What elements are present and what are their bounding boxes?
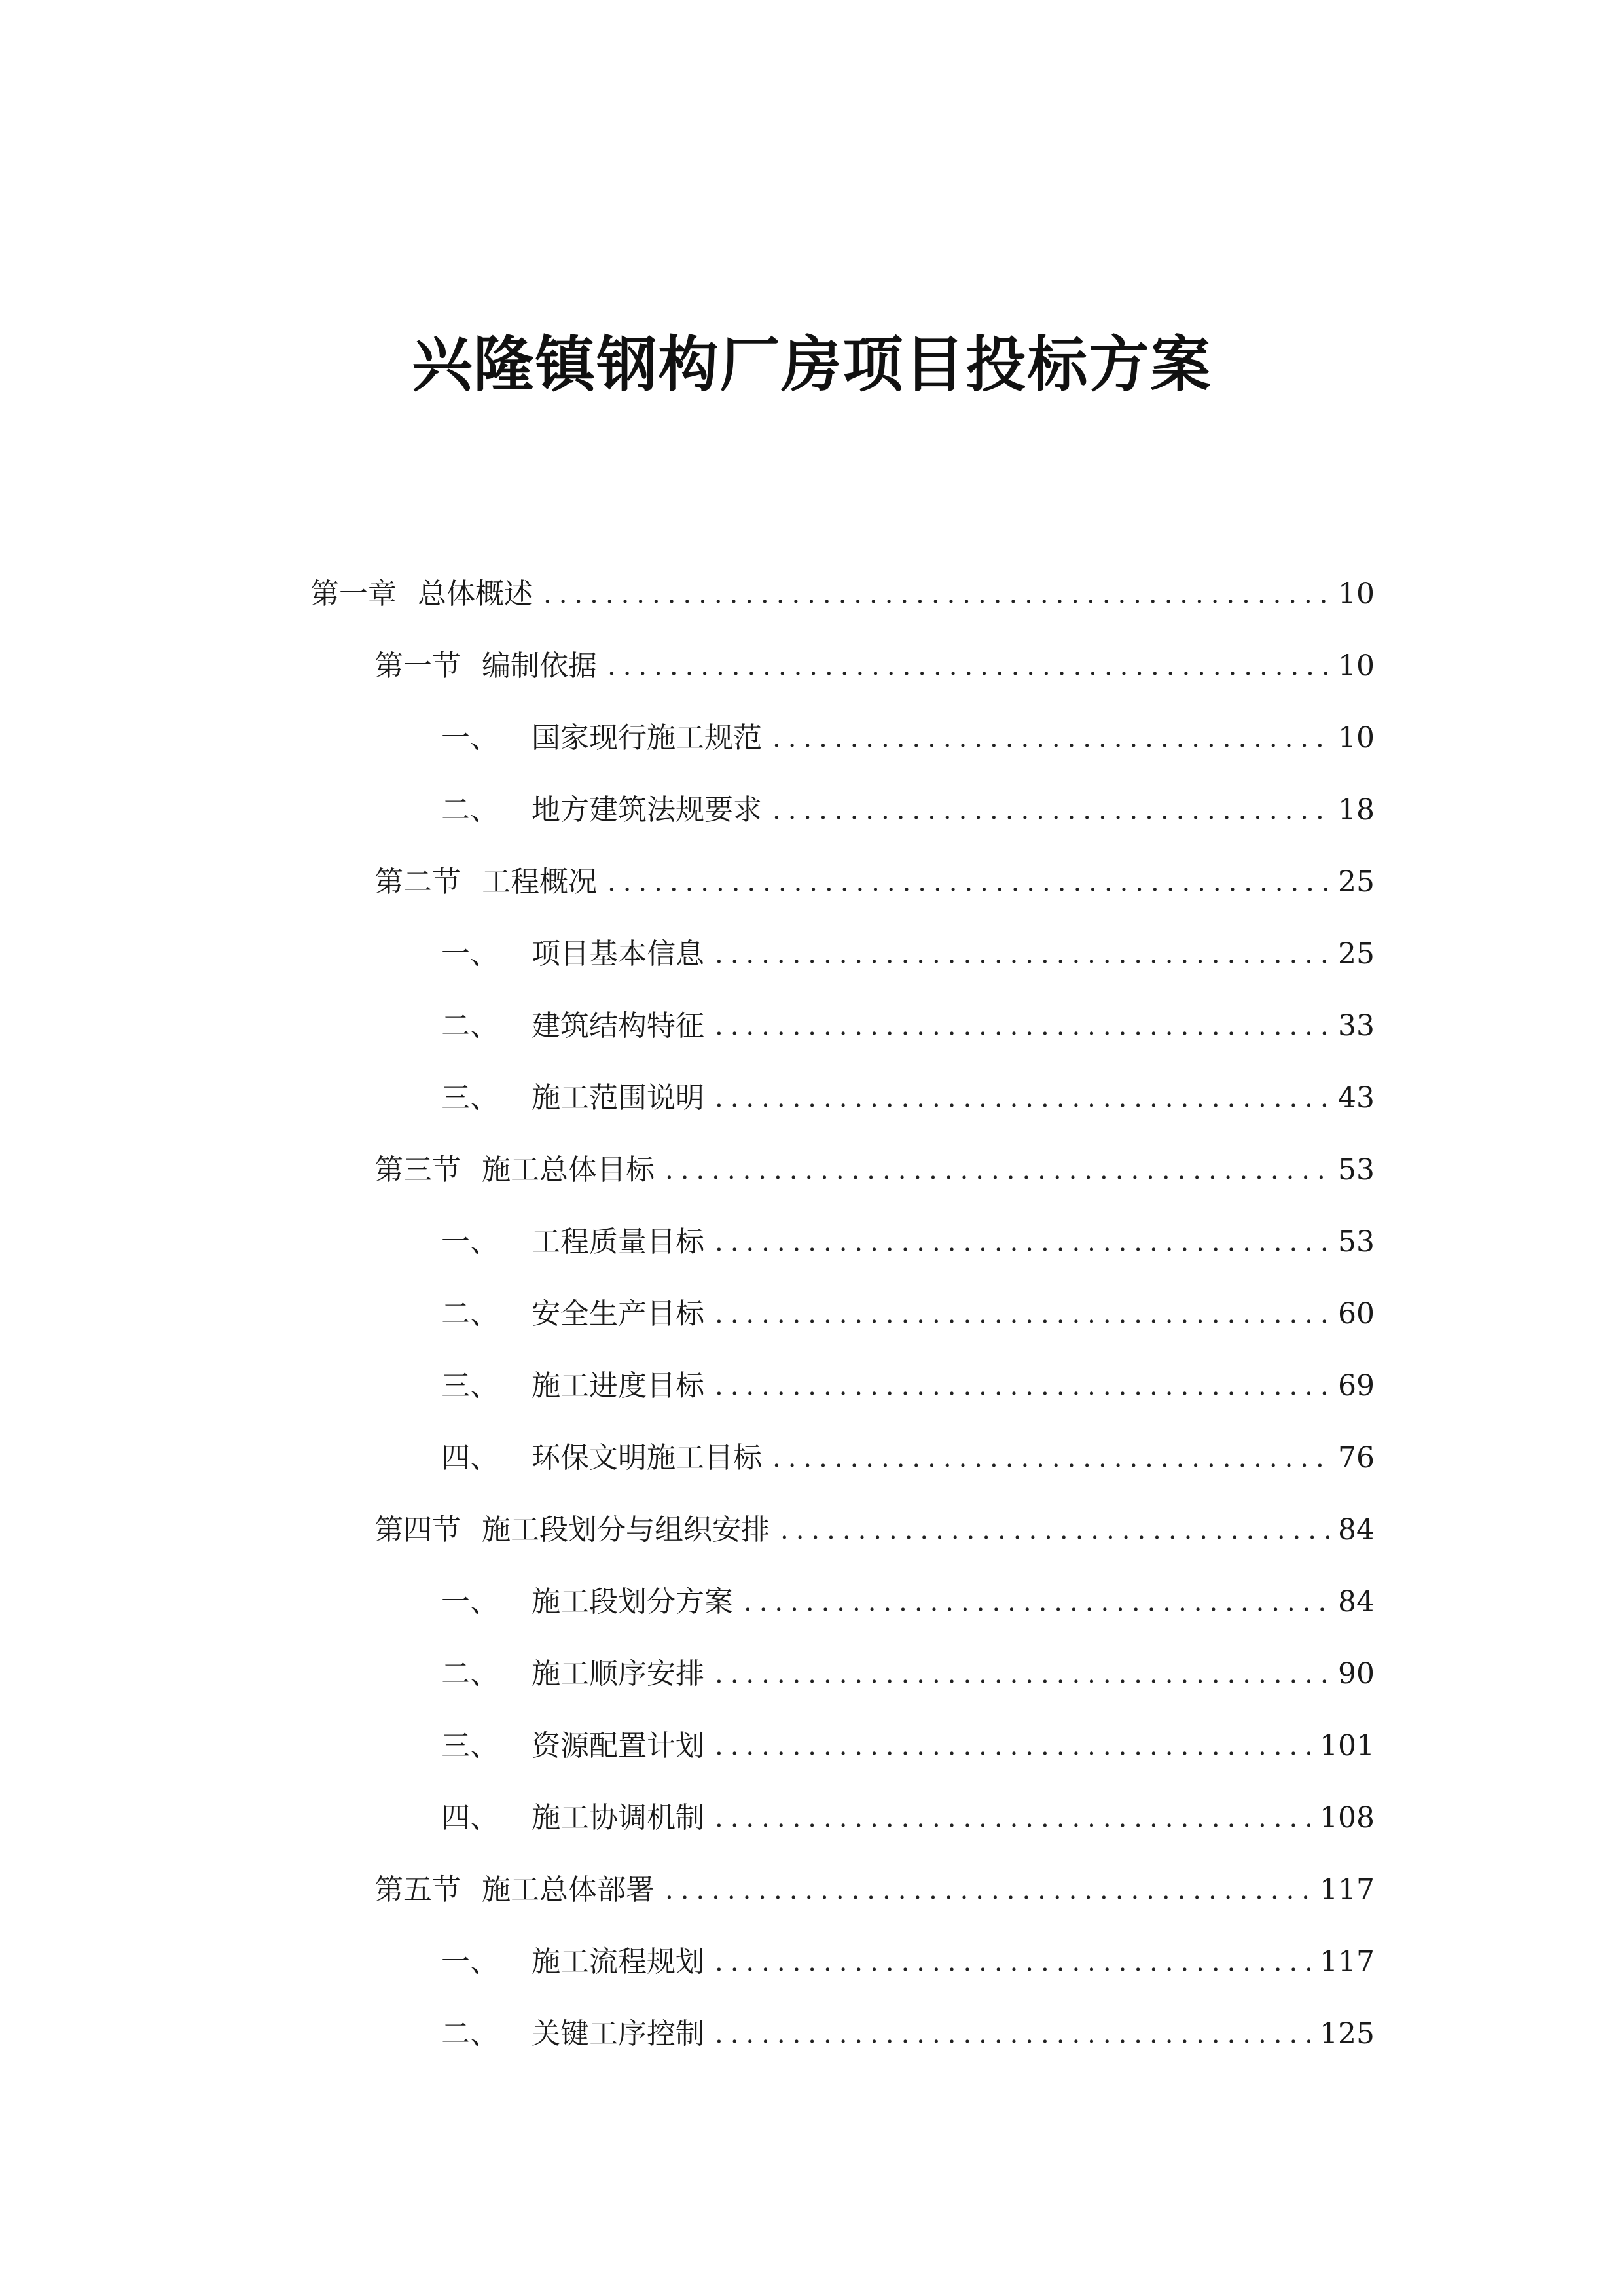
toc-entry-title: 施工协调机制 — [532, 1801, 704, 1835]
toc-dot-leader — [772, 791, 1329, 830]
toc-entry-title: 建筑结构特征 — [532, 1009, 704, 1043]
toc-entry-label — [441, 1439, 762, 1478]
toc-page-number: 90 — [1338, 1657, 1375, 1691]
toc-entry-label — [441, 1007, 704, 1046]
toc-entry-title: 编制依据 — [482, 649, 597, 683]
toc-entry-title: 关键工序控制 — [532, 2017, 704, 2051]
toc-entry-title: 施工段划分与组织安排 — [482, 1513, 770, 1547]
toc-entry[interactable] — [441, 1799, 1375, 1838]
toc-page-number: 69 — [1338, 1369, 1375, 1403]
toc-page-number: 10 — [1338, 577, 1375, 611]
toc-entry[interactable] — [441, 1295, 1375, 1334]
toc-entry-title: 施工段划分方案 — [532, 1585, 733, 1619]
toc-dot-leader — [715, 1079, 1329, 1118]
toc-entry-label — [441, 1727, 704, 1766]
toc-page-number: 25 — [1338, 865, 1375, 899]
toc-entry-number: 第三节 — [374, 1153, 461, 1187]
toc-dot-leader — [744, 1583, 1329, 1622]
toc-dot-leader — [772, 719, 1329, 758]
toc-entry-number: 第四节 — [374, 1513, 461, 1547]
toc-page-number: 43 — [1338, 1081, 1375, 1115]
toc-dot-leader — [715, 1295, 1329, 1334]
toc-entry[interactable] — [374, 1511, 1375, 1550]
toc-entry-title: 工程概况 — [482, 865, 597, 899]
toc-page-number: 53 — [1338, 1153, 1375, 1187]
toc-entry-title: 总体概述 — [418, 577, 533, 611]
toc-entry-title: 施工范围说明 — [532, 1081, 704, 1115]
toc-page-number: 84 — [1338, 1513, 1375, 1547]
toc-dot-leader — [772, 1439, 1329, 1478]
toc-dot-leader — [607, 863, 1329, 902]
toc-entry-label — [441, 791, 762, 830]
toc-entry[interactable] — [374, 863, 1375, 902]
toc-entry-label — [374, 863, 597, 902]
toc-entry-label — [374, 1871, 655, 1910]
toc-entry-label — [441, 1079, 704, 1118]
toc-dot-leader — [715, 1655, 1329, 1694]
toc-entry[interactable] — [441, 1367, 1375, 1406]
toc-entry-label — [374, 1151, 655, 1190]
toc-entry-label — [441, 1367, 704, 1406]
toc-entry-title: 施工进度目标 — [532, 1369, 704, 1403]
toc-entry-number: 三、 — [441, 1729, 499, 1763]
toc-entry-label — [441, 935, 704, 974]
toc-entry-title: 施工总体部署 — [482, 1873, 655, 1907]
toc-entry-number: 四、 — [441, 1801, 499, 1835]
toc-entry-number: 三、 — [441, 1081, 499, 1115]
toc-entry-title: 工程质量目标 — [532, 1225, 704, 1259]
toc-entry[interactable] — [374, 647, 1375, 686]
toc-entry[interactable] — [441, 1943, 1375, 1982]
toc-entry-number: 一、 — [441, 721, 499, 755]
toc-entry-number: 一、 — [441, 1945, 499, 1979]
toc-page-number: 101 — [1320, 1729, 1375, 1763]
toc-dot-leader — [543, 575, 1329, 614]
toc-entry[interactable] — [441, 1439, 1375, 1478]
toc-page-number: 84 — [1338, 1585, 1375, 1619]
toc-page-number: 18 — [1338, 793, 1375, 827]
toc-dot-leader — [715, 1223, 1329, 1262]
toc-entry[interactable] — [374, 1871, 1375, 1910]
toc-entry[interactable] — [374, 1151, 1375, 1190]
toc-entry-number: 四、 — [441, 1441, 499, 1475]
toc-entry-number: 二、 — [441, 1009, 499, 1043]
toc-page-number: 10 — [1338, 649, 1375, 683]
toc-entry-number: 一、 — [441, 937, 499, 971]
toc-entry-title: 安全生产目标 — [532, 1297, 704, 1331]
toc-entry-number: 三、 — [441, 1369, 499, 1403]
toc-page-number: 108 — [1320, 1801, 1375, 1835]
toc-entry-title: 施工总体目标 — [482, 1153, 655, 1187]
toc-dot-leader — [715, 935, 1329, 974]
toc-page-number: 33 — [1338, 1009, 1375, 1043]
toc-entry[interactable] — [441, 1655, 1375, 1694]
toc-entry-number: 一、 — [441, 1585, 499, 1619]
document-title: 兴隆镇钢构厂房项目投标方案 — [412, 330, 1212, 400]
toc-entry[interactable] — [441, 719, 1375, 758]
toc-page-number: 117 — [1320, 1873, 1375, 1907]
toc-page-number: 53 — [1338, 1225, 1375, 1259]
toc-entry[interactable] — [441, 1727, 1375, 1766]
toc-entry-label — [441, 719, 762, 758]
toc-dot-leader — [780, 1511, 1329, 1550]
toc-entry-title: 项目基本信息 — [532, 937, 704, 971]
toc-entry-label — [441, 1583, 733, 1622]
toc-entry-title: 国家现行施工规范 — [532, 721, 762, 755]
toc-entry[interactable] — [441, 1223, 1375, 1262]
toc-dot-leader — [715, 1007, 1329, 1046]
toc-entry-label — [441, 2015, 704, 2054]
toc-page-number: 76 — [1338, 1441, 1375, 1475]
toc-dot-leader — [715, 1943, 1310, 1982]
toc-entry-title: 施工流程规划 — [532, 1945, 704, 1979]
toc-page-number: 10 — [1338, 721, 1375, 755]
toc-page-number: 60 — [1338, 1297, 1375, 1331]
toc-entry-label — [374, 647, 597, 686]
toc-entry-number: 第一节 — [374, 649, 461, 683]
toc-entry-number: 二、 — [441, 1297, 499, 1331]
toc-dot-leader — [715, 1727, 1310, 1766]
toc-entry[interactable] — [310, 575, 1375, 614]
toc-entry-title: 环保文明施工目标 — [532, 1441, 762, 1475]
toc-page-number: 25 — [1338, 937, 1375, 971]
toc-page-number: 117 — [1320, 1945, 1375, 1979]
toc-entry-number: 第一章 — [310, 577, 397, 611]
toc-dot-leader — [665, 1871, 1310, 1910]
toc-entry[interactable] — [441, 2015, 1375, 2054]
toc-entry[interactable] — [441, 791, 1375, 830]
toc-entry-number: 二、 — [441, 793, 499, 827]
toc-page-number: 125 — [1320, 2017, 1375, 2051]
toc-entry-label — [374, 1511, 770, 1550]
toc-entry[interactable] — [441, 1583, 1375, 1622]
toc-entry-label — [441, 1295, 704, 1334]
toc-entry[interactable] — [441, 1079, 1375, 1118]
toc-entry-number: 第二节 — [374, 865, 461, 899]
toc-entry-number: 二、 — [441, 2017, 499, 2051]
toc-entry[interactable] — [441, 1007, 1375, 1046]
toc-entry-title: 资源配置计划 — [532, 1729, 704, 1763]
toc-entry-title: 地方建筑法规要求 — [532, 793, 762, 827]
toc-entry-title: 施工顺序安排 — [532, 1657, 704, 1691]
toc-entry-label — [310, 575, 533, 614]
toc-dot-leader — [607, 647, 1329, 686]
toc-entry-label — [441, 1943, 704, 1982]
toc-entry-label — [441, 1799, 704, 1838]
toc-entry[interactable] — [441, 935, 1375, 974]
toc-dot-leader — [715, 2015, 1310, 2054]
toc-entry-label — [441, 1655, 704, 1694]
toc-entry-number: 二、 — [441, 1657, 499, 1691]
toc-entry-label — [441, 1223, 704, 1262]
toc-dot-leader — [715, 1799, 1310, 1838]
toc-dot-leader — [715, 1367, 1329, 1406]
toc-dot-leader — [665, 1151, 1329, 1190]
toc-entry-number: 一、 — [441, 1225, 499, 1259]
toc-entry-number: 第五节 — [374, 1873, 461, 1907]
